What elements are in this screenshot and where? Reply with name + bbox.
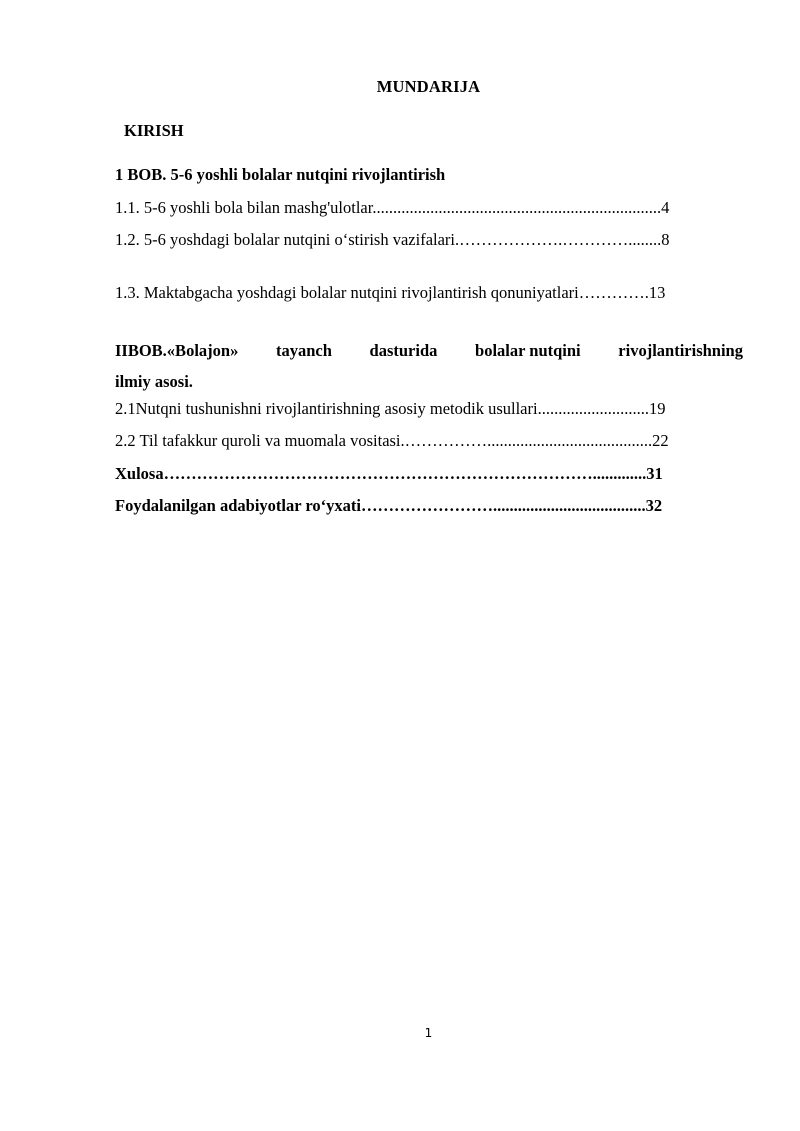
toc-entry-2-1: 2.1Nutqni tushunishni rivojlantirishning asosiy metodik usullari...........................19 xyxy=(115,399,666,418)
toc-conclusion: Xulosa…………………………………………………………………….............31 xyxy=(115,464,663,483)
chapter2-heading-line1 xyxy=(115,335,743,366)
chapter2-heading-word: IIBOB.«Bolajon» xyxy=(115,341,239,360)
chapter2-heading-word: bolalar nutqini xyxy=(475,341,581,360)
chapter2-heading-word: rivojlantirishning xyxy=(618,341,743,360)
toc-references: Foydalanilgan adabiyotlar ro‘yxati…………………….....................................32 xyxy=(115,496,663,515)
toc-entry-2-2: 2.2 Til tafakkur quroli va muomala vositasi.……………........................................22 xyxy=(115,431,669,450)
page-title: MUNDARIJA xyxy=(376,77,481,96)
toc-entry-1-2: 1.2. 5-6 yoshdagi bolalar nutqini o‘stirish vazifalari.……………….…………........8 xyxy=(115,230,670,249)
chapter2-heading xyxy=(115,335,743,397)
page-number: 1 xyxy=(424,1026,433,1040)
chapter1-heading: 1 BOB. 5-6 yoshli bolalar nutqini rivojlantirish xyxy=(115,165,446,184)
chapter2-heading-word: tayanch xyxy=(275,341,332,360)
toc-entry-1-3: 1.3. Maktabgacha yoshdagi bolalar nutqini rivojlantirish qonuniyatlari………….13 xyxy=(115,283,666,302)
chapter2-heading-word: dasturida xyxy=(369,341,438,360)
chapter2-heading-line2: ilmiy asosi. xyxy=(115,372,193,391)
toc-entry-1-1: 1.1. 5-6 yoshli bola bilan mashg'ulotlar......................................................................4 xyxy=(115,198,670,217)
toc-intro: KIRISH xyxy=(124,121,184,140)
